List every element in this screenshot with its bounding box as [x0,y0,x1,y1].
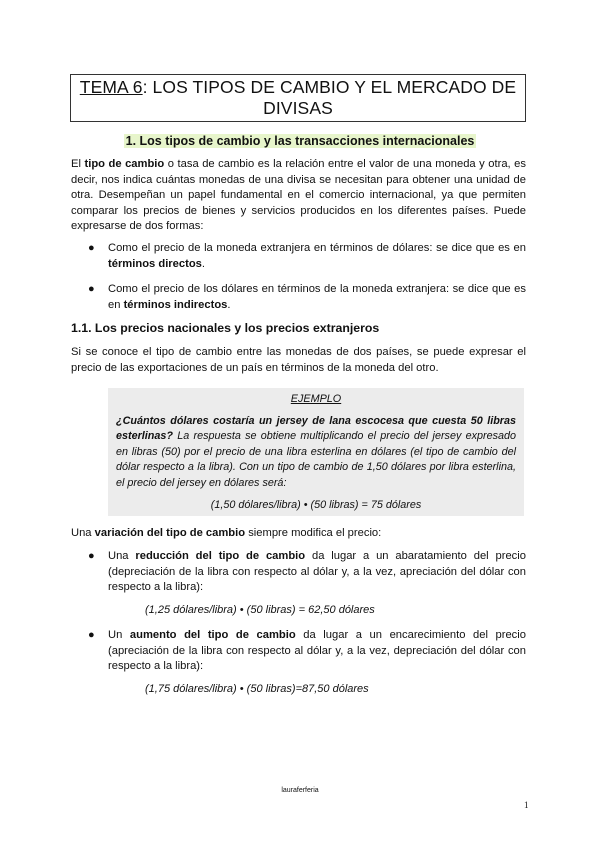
bullet-icon: ● [88,629,95,641]
variation-paragraph: Una variación del tipo de cambio siempre modifica el precio: [71,527,382,539]
footer-author: lauraferferia [281,787,319,794]
bullet-icon: ● [88,242,95,254]
example-text: ¿Cuántos dólares costaría un jersey de lana escocesa que cuesta 50 libras esterlinas? La respuesta se obtiene multiplicando el precio del jersey expresado en libras (50) por el precio de una libra esterlina en dólares (el tipo de cambio del dólar respecto a la libra). Con un tipo de cambio de 1,50 dólares por libra esterlina, el precio del jersey en dólares será: [116,414,516,489]
title-line2: DIVISAS [263,98,333,118]
title-text: : LOS TIPOS DE CAMBIO Y EL MERCADO DE [142,77,517,97]
subsection-paragraph: Si se conoce el tipo de cambio entre las monedas de dos países, se puede expresar el precio de las exportaciones de un país en términos de la moneda del otro. [71,346,526,374]
page-number: 1 [524,800,529,810]
example-title: EJEMPLO [290,393,342,405]
section-heading: 1. Los tipos de cambio y las transacciones internacionales [125,134,475,148]
formula-increase: (1,75 dólares/libra) • (50 libras)=87,50 dólares [145,683,369,695]
document-title-box [70,74,526,122]
tema-label: TEMA 6 [79,77,143,97]
formula-reduction: (1,25 dólares/libra) • (50 libras) = 62,50 dólares [145,604,375,616]
subsection-heading: 1.1. Los precios nacionales y los precios extranjeros [71,321,380,335]
bullet-icon: ● [88,283,95,295]
example-box [108,388,524,516]
form-item-indirect: ● Como el precio de los dólares en términos de la moneda extranjera: se dice que es en términos indirectos. [88,283,526,311]
bullet-icon: ● [88,550,95,562]
example-formula: (1,50 dólares/libra) • (50 libras) = 75 dólares [210,499,422,511]
case-item-increase: ● Un aumento del tipo de cambio da lugar a un encarecimiento del precio (apreciación de la libra con respecto al dólar y, a la vez, depreciación del dólar con respecto a la libra): [88,629,526,673]
tipo-de-cambio-term: tipo de cambio [84,158,165,170]
intro-paragraph: El tipo de cambio o tasa de cambio es la relación entre el valor de una moneda y otra, es decir, nos indica cuántas monedas de una divisa se necesitan para obtener una unidad de otra. Desempeñan un papel fundamental en el comercio internacional, ya que permiten comparar los precios de bienes y servicios producidos en los diferentes países. Puede expresarse de dos formas: [71,158,526,233]
form-item-direct: ● Como el precio de la moneda extranjera en términos de dólares: se dice que es en términos directos. [88,242,526,270]
case-item-reduction: ● Una reducción del tipo de cambio da lugar a un abaratamiento del precio (depreciación de la libra con respecto al dólar y, a la vez, apreciación del dólar con respecto a la libra): [88,550,526,594]
